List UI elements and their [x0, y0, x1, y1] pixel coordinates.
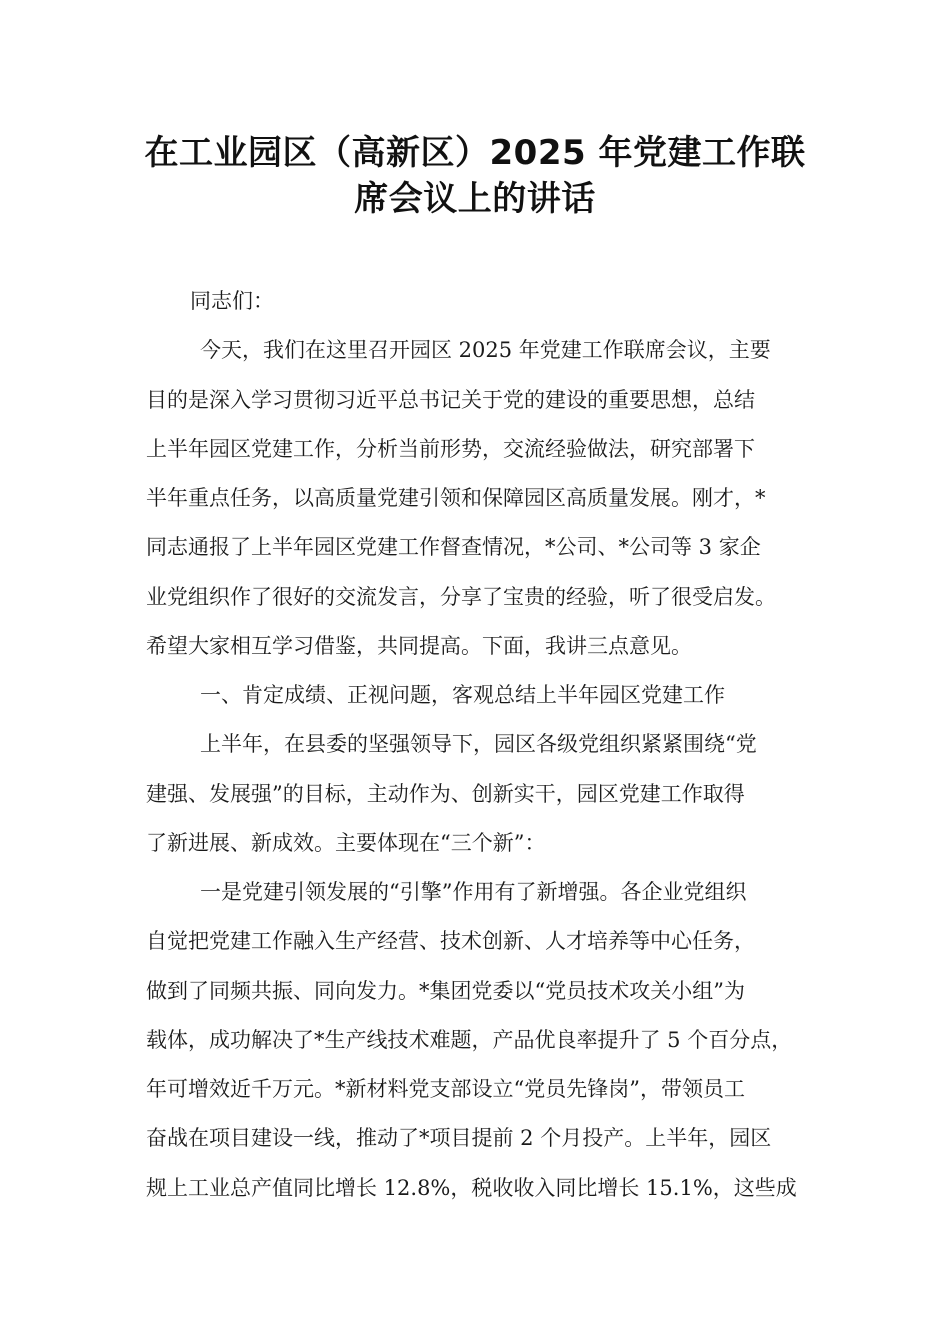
body-line: 同志通报了上半年园区党建工作督查情况，*公司、*公司等 3 家企: [146, 535, 761, 559]
section-heading: 一、肯定成绩、正视问题，客观总结上半年园区党建工作: [200, 683, 725, 707]
body-line: 希望大家相互学习借鉴，共同提高。下面，我讲三点意见。: [146, 634, 692, 658]
body-line: 今天，我们在这里召开园区 2025 年党建工作联席会议，主要: [200, 338, 771, 362]
body-line: 做到了同频共振、同向发力。*集团党委以“党员技术攻关小组”为: [146, 979, 745, 1003]
body-line: 半年重点任务，以高质量党建引领和保障园区高质量发展。刚才，*: [146, 486, 766, 510]
body-line: 业党组织作了很好的交流发言，分享了宝贵的经验，听了很受启发。: [146, 585, 776, 609]
title-line-2: 席会议上的讲话: [354, 179, 596, 219]
body-line: 建强、发展强”的目标，主动作为、创新实干，园区党建工作取得: [146, 782, 745, 806]
body-line: 上半年，在县委的坚强领导下，园区各级党组织紧紧围绕“党: [200, 732, 757, 756]
body-line: 年可增效近千万元。*新材料党支部设立“党员先锋岗”，带领员工: [146, 1077, 745, 1101]
body-line: 奋战在项目建设一线，推动了*项目提前 2 个月投产。上半年，园区: [146, 1126, 772, 1150]
body-line: 规上工业总产值同比增长 12.8%，税收收入同比增长 15.1%，这些成: [146, 1176, 797, 1200]
body-line: 了新进展、新成效。主要体现在“三个新”：: [146, 831, 546, 855]
body-line: 自觉把党建工作融入生产经营、技术创新、人才培养等中心任务，: [146, 929, 755, 953]
body-line: 目的是深入学习贯彻习近平总书记关于党的建设的重要思想，总结: [146, 388, 755, 412]
document-title: [120, 130, 830, 222]
greeting: 同志们：: [190, 289, 274, 313]
body-line: 载体，成功解决了*生产线技术难题，产品优良率提升了 5 个百分点，: [146, 1028, 793, 1052]
body-line: 上半年园区党建工作，分析当前形势，交流经验做法，研究部署下: [146, 437, 755, 461]
title-line-1: 在工业园区（高新区）2025 年党建工作联: [144, 133, 806, 173]
body-line: 一是党建引领发展的“引擎”作用有了新增强。各企业党组织: [200, 880, 747, 904]
